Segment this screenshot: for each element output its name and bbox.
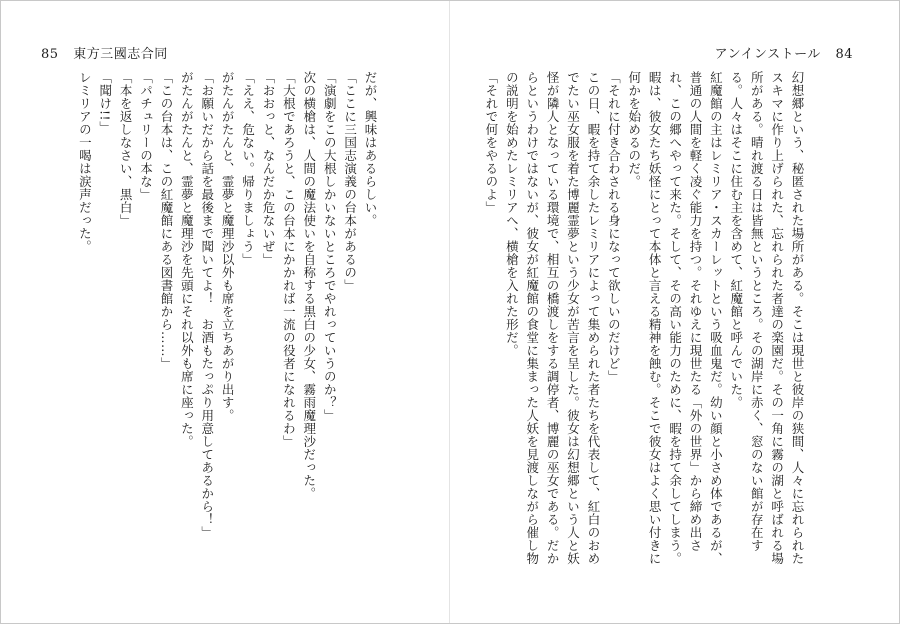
paragraph: 「この台本は、この紅魔館にある図書館から……」	[158, 71, 174, 370]
paragraph: 「本を返しなさい、黒白」	[118, 71, 134, 227]
paragraph: がたんがたんと、霊夢と魔理沙を先頭にそれ以外も席に座った。	[179, 71, 195, 448]
paragraph: 幻想郷という、秘匿された場所がある。そこは現世と彼岸の狭間、人々に忘れられたスキマに作り上げられた、忘れられた者達の楽園だ。その一角に霧の湖と呼ばれる場所がある。晴れ渡る日は皆無というところ。その湖岸に赤く、窓のない館が存在する。人々はそこに住む主を含めて、紅魔館と呼んでいた。	[728, 71, 805, 565]
right-page	[450, 1, 899, 623]
paragraph: 「それに付き合わされる身になって欲しいのだけど」	[606, 71, 622, 383]
left-page-header	[41, 48, 168, 62]
paragraph: 「お願いだから話を最後まで聞いてよ！ お酒もたっぷり用意してあるから！」	[199, 71, 215, 539]
paragraph: 「ええ、危ない。帰りましょう」	[240, 71, 256, 266]
right-page-number: 84	[835, 47, 853, 62]
left-page-title: 東方三國志合同	[73, 47, 168, 62]
right-page-title: アンインストール	[714, 47, 821, 62]
left-page	[1, 1, 450, 623]
paragraph: 「演劇をこの大根しかいないところでやれっていうのか？」	[322, 71, 338, 422]
paragraph: がたんがたんと、霊夢と魔理沙以外も席を立ちあがり出す。	[220, 71, 236, 422]
paragraph: 「聞け!!」	[97, 71, 113, 135]
left-page-number: 85	[41, 47, 59, 62]
paragraph: 「パチュリーの本な」	[138, 71, 154, 201]
left-page-text	[77, 71, 380, 571]
paragraph: 次の横槍は、人間の魔法使いを自称する黒白の少女、霧雨魔理沙だった。	[301, 71, 317, 500]
paragraph: 「おおっと、なんだか危ないぜ」	[260, 71, 276, 266]
paragraph: 「それで何をやるのよ」	[483, 71, 499, 214]
paragraph: 「ここに三国志演義の台本があるの」	[342, 71, 358, 292]
paragraph: この日、暇を持て余したレミリアによって集められた者たちを代表して、紅白のおめでたい巫女服を着た博麗霊夢という少女が苦言を呈した。彼女は幻想郷という人と妖怪が隣人となっている環境で、相互の橋渡しをする調停者、博麗の巫女である。だからというわけではないが、彼女が紅魔館の食堂に集まった人妖を見渡しながら催し物の説明を始めたレミリアへ、横槍を入れた形だ。	[504, 71, 601, 565]
paragraph: だが、興味はあるらしい。	[363, 71, 378, 227]
right-page-text	[483, 71, 807, 571]
paragraph: 「大根であろうと、この台本にかかれば一流の役者になれるわ」	[281, 71, 297, 448]
paragraph: レミリアの一喝は涙声だった。	[77, 71, 93, 253]
paragraph: 紅魔館の主はレミリア・スカーレットという吸血鬼だ。幼い顔と小さめ体であるが、普通の人間を軽く凌ぐ能力を持つ。それゆえに現世たる「外の世界」から締め出され、この郷へやって来た。そして、その高い能力のために、暇を持て余してしまう。暇は、彼女たち妖怪にとって本体と言える精神を蝕む。そこで彼女はよく思い付きに何かを始めるのだ。	[626, 71, 724, 565]
right-page-header	[715, 48, 853, 62]
